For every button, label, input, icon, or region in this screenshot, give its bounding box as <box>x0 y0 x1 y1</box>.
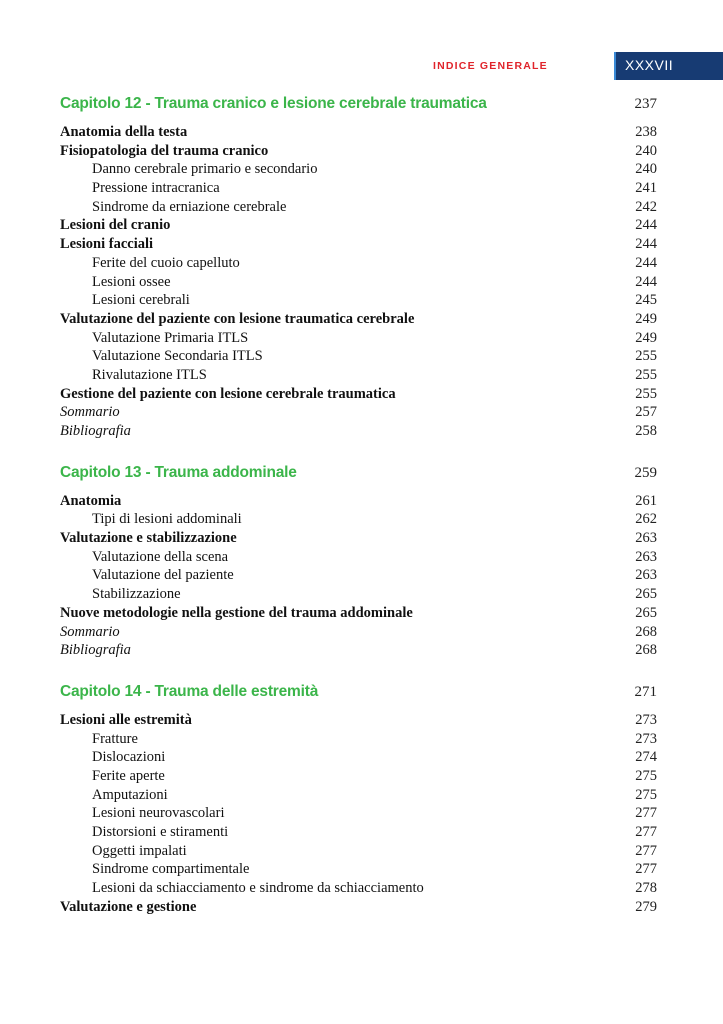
toc-entry-page: 277 <box>635 861 657 878</box>
toc-entry-label: Valutazione e stabilizzazione <box>60 530 237 547</box>
toc-entry-page: 249 <box>635 310 657 327</box>
toc-entry-label: Lesioni del cranio <box>60 217 171 234</box>
toc-entry[interactable] <box>60 292 657 311</box>
toc-entry-label: Fratture <box>92 730 138 747</box>
chapter-heading[interactable] <box>60 683 657 707</box>
toc-entry-label: Gestione del paziente con lesione cerebrale traumatica <box>60 385 396 402</box>
toc-entry-page: 278 <box>635 880 657 897</box>
page-number: XXXVII <box>625 57 674 73</box>
toc-entry-label: Ferite aperte <box>92 767 165 784</box>
toc-entry-page: 258 <box>635 423 657 439</box>
toc-entry-page: 244 <box>635 236 657 253</box>
toc-entry-page: 268 <box>635 642 657 659</box>
chapter-page-number: 271 <box>634 683 657 700</box>
toc-entry[interactable] <box>60 330 657 349</box>
toc-entry-page: 263 <box>635 567 657 584</box>
toc-entry[interactable] <box>60 880 657 899</box>
toc-entry-label: Bibliografia <box>60 423 131 439</box>
toc-entry[interactable] <box>60 236 657 255</box>
toc-entry[interactable] <box>60 404 657 423</box>
toc-entry[interactable] <box>60 161 657 180</box>
toc-entry-page: 265 <box>635 586 657 603</box>
toc-entry-label: Sommario <box>60 623 120 640</box>
toc-entry-page: 277 <box>635 805 657 822</box>
chapter-page-number: 237 <box>634 96 657 112</box>
toc-entry-label: Fisiopatologia del trauma cranico <box>60 142 269 159</box>
chapter-heading[interactable] <box>60 95 657 119</box>
toc-entry[interactable] <box>60 824 657 843</box>
toc-entry-label: Lesioni facciali <box>60 236 154 253</box>
toc-entry-label: Valutazione e gestione <box>60 898 197 915</box>
toc-entry-page: 279 <box>635 898 657 915</box>
toc-entry-page: 255 <box>635 366 657 383</box>
chapter-page-number: 259 <box>634 464 657 481</box>
toc-entry[interactable] <box>60 712 657 731</box>
toc-entry[interactable] <box>60 386 657 405</box>
toc-entry[interactable] <box>60 199 657 218</box>
toc-entry[interactable] <box>60 217 657 236</box>
toc-entry-label: Ferite del cuoio capelluto <box>92 254 240 271</box>
toc-entry[interactable] <box>60 624 657 643</box>
toc-entry[interactable] <box>60 749 657 768</box>
toc-entry-label: Lesioni cerebrali <box>92 292 190 309</box>
toc-entry-label: Lesioni neurovascolari <box>92 805 225 822</box>
section-header-label: INDICE GENERALE <box>433 60 548 72</box>
toc-entry[interactable] <box>60 549 657 568</box>
toc-entry-page: 241 <box>635 180 657 197</box>
toc-entry-page: 255 <box>635 385 657 402</box>
toc-entry-label: Valutazione del paziente <box>92 567 234 584</box>
toc-entry-label: Lesioni alle estremità <box>60 711 192 728</box>
toc-entry-page: 238 <box>635 124 657 140</box>
toc-entry[interactable] <box>60 642 657 661</box>
toc-entry-page: 244 <box>635 217 657 234</box>
toc-entry[interactable] <box>60 731 657 750</box>
toc-entry-label: Dislocazioni <box>92 749 166 766</box>
toc-entry-label: Sindrome da erniazione cerebrale <box>92 198 287 215</box>
toc-entry-label: Sommario <box>60 404 120 421</box>
toc-entry[interactable] <box>60 805 657 824</box>
toc-entry-page: 263 <box>635 530 657 547</box>
chapter-section <box>60 464 657 661</box>
toc-entry-page: 244 <box>635 254 657 271</box>
toc-entry-label: Sindrome compartimentale <box>92 861 250 878</box>
toc-entry[interactable] <box>60 605 657 624</box>
toc-entry-page: 257 <box>635 404 657 421</box>
toc-entry[interactable] <box>60 311 657 330</box>
toc-entry[interactable] <box>60 348 657 367</box>
toc-entry-page: 275 <box>635 767 657 784</box>
page-number-tab <box>614 52 723 80</box>
toc-entry-page: 261 <box>635 492 657 509</box>
toc-entry-page: 240 <box>635 142 657 159</box>
toc-entry[interactable] <box>60 567 657 586</box>
toc-entry-page: 240 <box>635 161 657 178</box>
toc-entry-label: Lesioni da schiacciamento e sindrome da schiacciamento <box>92 880 424 897</box>
toc-entry-page: 274 <box>635 749 657 766</box>
toc-entry-page: 275 <box>635 786 657 803</box>
toc-entry-page: 273 <box>635 711 657 728</box>
toc-entry-page: 273 <box>635 730 657 747</box>
toc-entry-label: Rivalutazione ITLS <box>92 366 207 383</box>
toc-entry-label: Valutazione Secondaria ITLS <box>92 348 263 365</box>
toc-entry-label: Nuove metodologie nella gestione del trauma addominale <box>60 604 413 621</box>
toc-entry-label: Danno cerebrale primario e secondario <box>92 161 318 178</box>
table-of-contents <box>60 95 657 939</box>
toc-entry[interactable] <box>60 586 657 605</box>
toc-entry[interactable] <box>60 367 657 386</box>
toc-entry-page: 268 <box>635 623 657 640</box>
toc-entry-label: Anatomia <box>60 492 122 509</box>
toc-entry-page: 265 <box>635 604 657 621</box>
toc-entry-page: 249 <box>635 329 657 346</box>
toc-entry-page: 263 <box>635 548 657 565</box>
toc-entry-label: Tipi di lesioni addominali <box>92 511 242 528</box>
toc-entry-label: Stabilizzazione <box>92 586 181 603</box>
toc-entry[interactable] <box>60 493 657 512</box>
toc-entry-page: 262 <box>635 511 657 528</box>
toc-entry[interactable] <box>60 843 657 862</box>
toc-entry-page: 245 <box>635 292 657 309</box>
chapter-section <box>60 683 657 918</box>
toc-entry[interactable] <box>60 180 657 199</box>
toc-entry-page: 277 <box>635 824 657 840</box>
toc-entry-label: Anatomia della testa <box>60 124 188 140</box>
toc-entry-label: Pressione intracranica <box>92 180 220 197</box>
toc-entry-label: Valutazione della scena <box>92 548 229 565</box>
chapter-title: Capitolo 14 - Trauma delle estremità <box>60 682 319 700</box>
toc-entry-label: Amputazioni <box>92 786 168 803</box>
toc-entry[interactable] <box>60 423 657 442</box>
toc-entry-label: Bibliografia <box>60 642 131 659</box>
toc-entry[interactable] <box>60 861 657 880</box>
toc-entry-label: Lesioni ossee <box>92 273 171 290</box>
toc-entry[interactable] <box>60 124 657 143</box>
toc-entry-label: Valutazione Primaria ITLS <box>92 329 249 346</box>
chapter-heading[interactable] <box>60 464 657 488</box>
toc-entry[interactable] <box>60 530 657 549</box>
toc-entry-label: Distorsioni e stiramenti <box>92 824 229 840</box>
toc-entry[interactable] <box>60 255 657 274</box>
toc-entry[interactable] <box>60 143 657 162</box>
chapter-title: Capitolo 12 - Trauma cranico e lesione cerebrale traumatica <box>60 95 487 112</box>
toc-entry-page: 255 <box>635 348 657 365</box>
toc-entry[interactable] <box>60 768 657 787</box>
toc-entry-label: Valutazione del paziente con lesione traumatica cerebrale <box>60 310 415 327</box>
toc-entry[interactable] <box>60 899 657 918</box>
toc-entry[interactable] <box>60 274 657 293</box>
toc-entry-label: Oggetti impalati <box>92 842 187 859</box>
toc-entry-page: 244 <box>635 273 657 290</box>
toc-entry-page: 277 <box>635 842 657 859</box>
toc-entry[interactable] <box>60 511 657 530</box>
chapter-section <box>60 95 657 442</box>
toc-entry[interactable] <box>60 787 657 806</box>
toc-entry-page: 242 <box>635 198 657 215</box>
chapter-title: Capitolo 13 - Trauma addominale <box>60 463 297 481</box>
